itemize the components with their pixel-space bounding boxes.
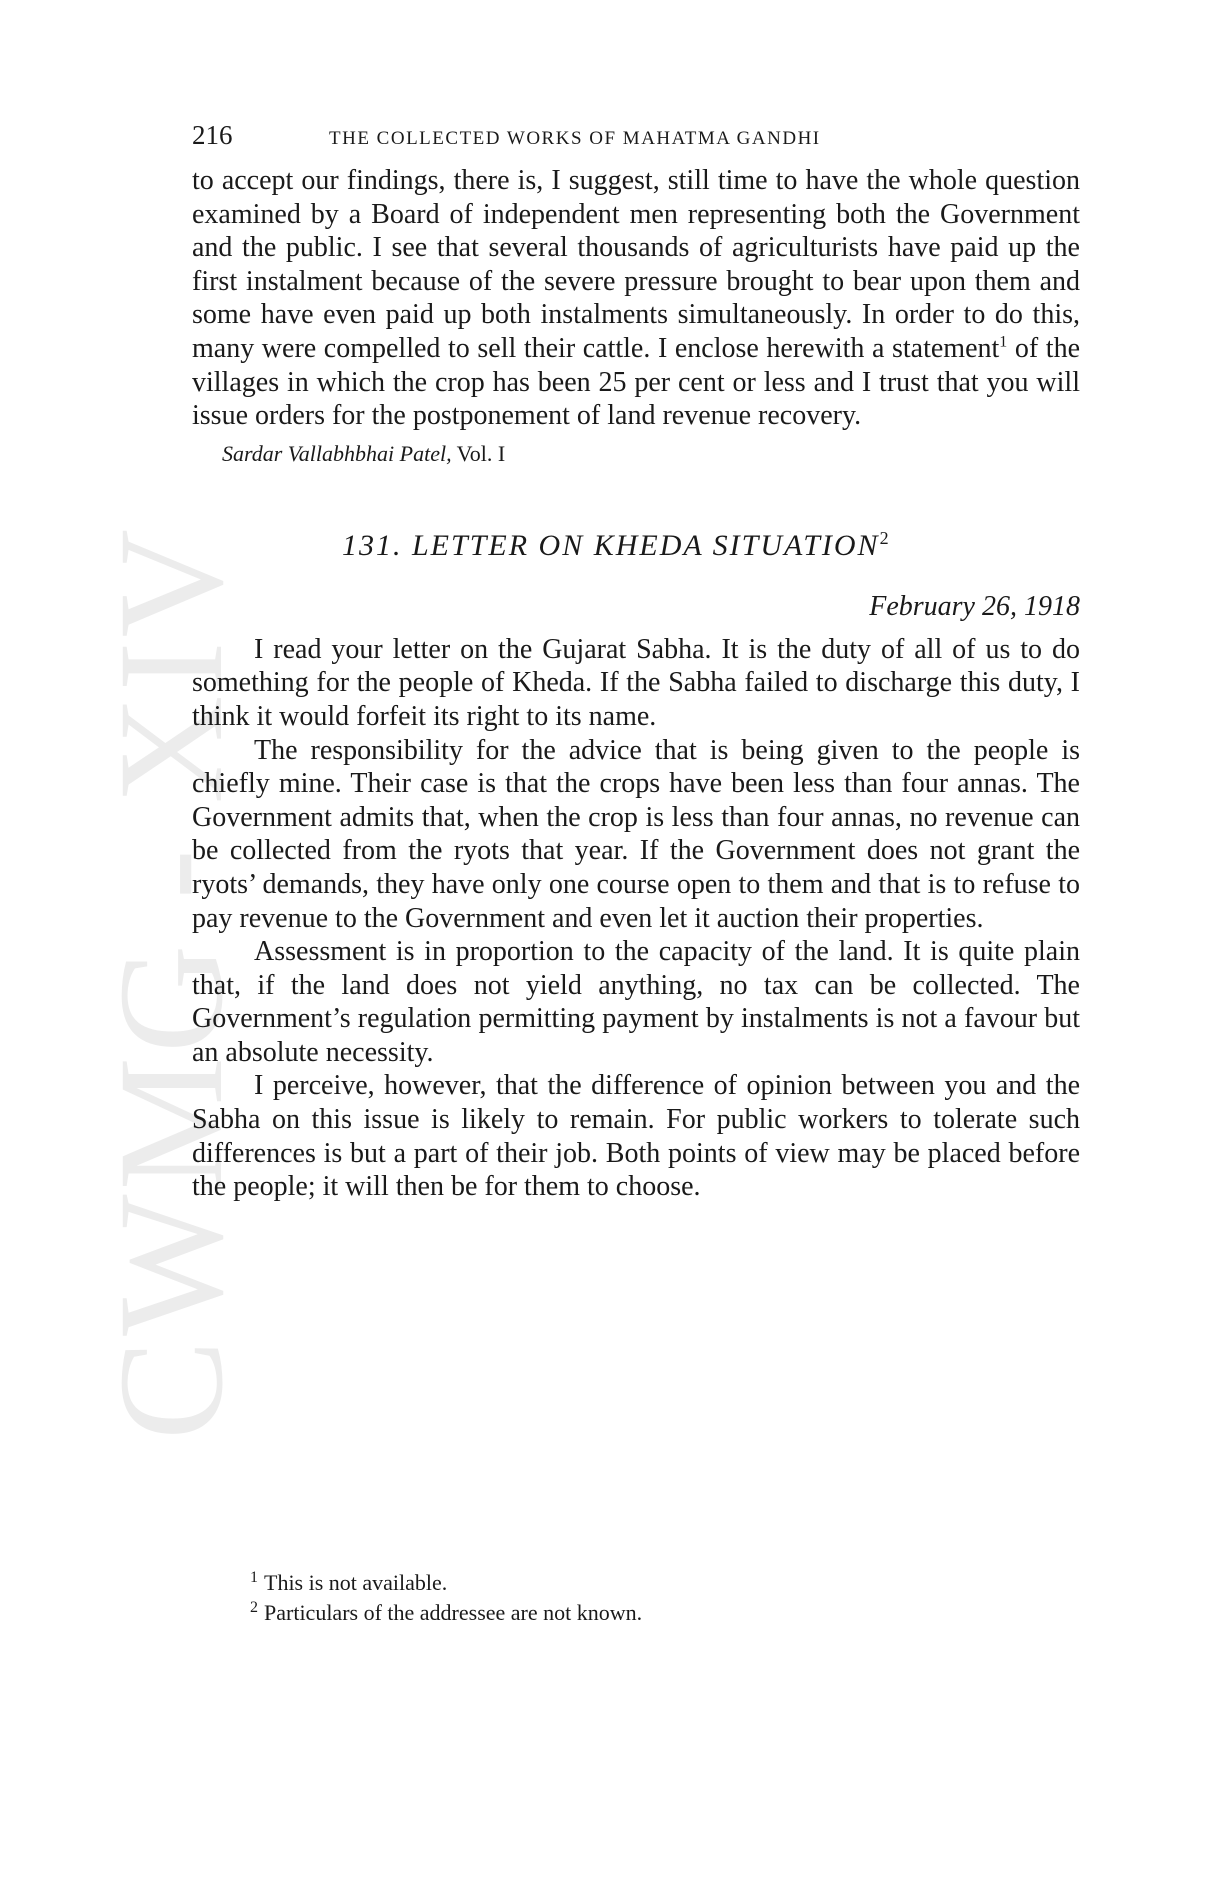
- footnote-2: [250, 1598, 642, 1628]
- watermark: CWMG - XIV: [88, 525, 254, 1440]
- footnote-2-mark: 2: [250, 1598, 258, 1616]
- letter-paragraph-2: The responsibility for the advice that is being given to the people is chiefly mine. Their case is that the crops have been less than four annas. The Government admits that, when the crop is less than four annas, no revenue can be collected from the ryots that year. If the Government does not grant the ryots’ demands, they have only one course open to them and that is to refuse to pay revenue to the Government and even let it auction their properties.: [192, 734, 1080, 934]
- source-title: Sardar Vallabhbhai Patel,: [222, 440, 452, 466]
- letter-paragraph-3: Assessment is in proportion to the capacity of the land. It is quite plain that, if the land does not yield anything, no tax can be collected. The Government’s regulation permitting payment by instalments is not a favour but an absolute necessity.: [192, 936, 1080, 1068]
- letter-paragraph-4: I perceive, however, that the difference of opinion between you and the Sabha on this issue is likely to remain. For public workers to tolerate such differences is but a part of their job. Both points of view may be placed before the people; it will then be for them to choose.: [192, 1070, 1080, 1203]
- continuation-text-a: to accept our findings, there is, I suggest, still time to have the whole question examined by a Board of independent men representing both the Government and the public. I see that several thousands of agriculturists have paid up the first instalment because of the severe pressure brought to bear upon them and some have even paid up both instalments simultaneously. In order to do this, many were compelled to sell their cattle. I enclose herewith a statement: [192, 165, 1080, 364]
- section-heading-text: 131. LETTER ON KHEDA SITUATION: [342, 528, 880, 562]
- footnote-ref-2: 2: [879, 527, 891, 548]
- continuation-text-b: of the villages in which the crop has been 25 per cent or less and I trust that you will issue orders for the postponement of land revenue recovery.: [192, 332, 1080, 432]
- footnote-2-text: Particulars of the addressee are not known.: [264, 1600, 643, 1625]
- footnote-1-text: This is not available.: [264, 1570, 448, 1595]
- footnote-1: [250, 1568, 642, 1598]
- letter-date: February 26, 1918: [869, 590, 1080, 622]
- footnote-ref-1: 1: [999, 333, 1008, 351]
- document-page: [192, 120, 1080, 1204]
- footnote-1-mark: 1: [250, 1568, 258, 1586]
- continuation-text: [192, 164, 1080, 433]
- page-number: 216: [192, 120, 233, 150]
- footnotes: [250, 1568, 642, 1628]
- section-heading: [192, 529, 1080, 563]
- running-head: THE COLLECTED WORKS OF MAHATMA GANDHI: [329, 128, 821, 149]
- source-citation: [192, 441, 1080, 467]
- page-header: [192, 120, 1080, 164]
- source-volume: Vol. I: [451, 440, 506, 466]
- letter-paragraph-1: I read your letter on the Gujarat Sabha. It is the duty of all of us to do something for the people of Kheda. If the Sabha failed to discharge this duty, I think it would forfeit its right to its name.: [192, 633, 1080, 732]
- letter-body: [192, 633, 1080, 1204]
- continuation-paragraph: [192, 164, 1080, 433]
